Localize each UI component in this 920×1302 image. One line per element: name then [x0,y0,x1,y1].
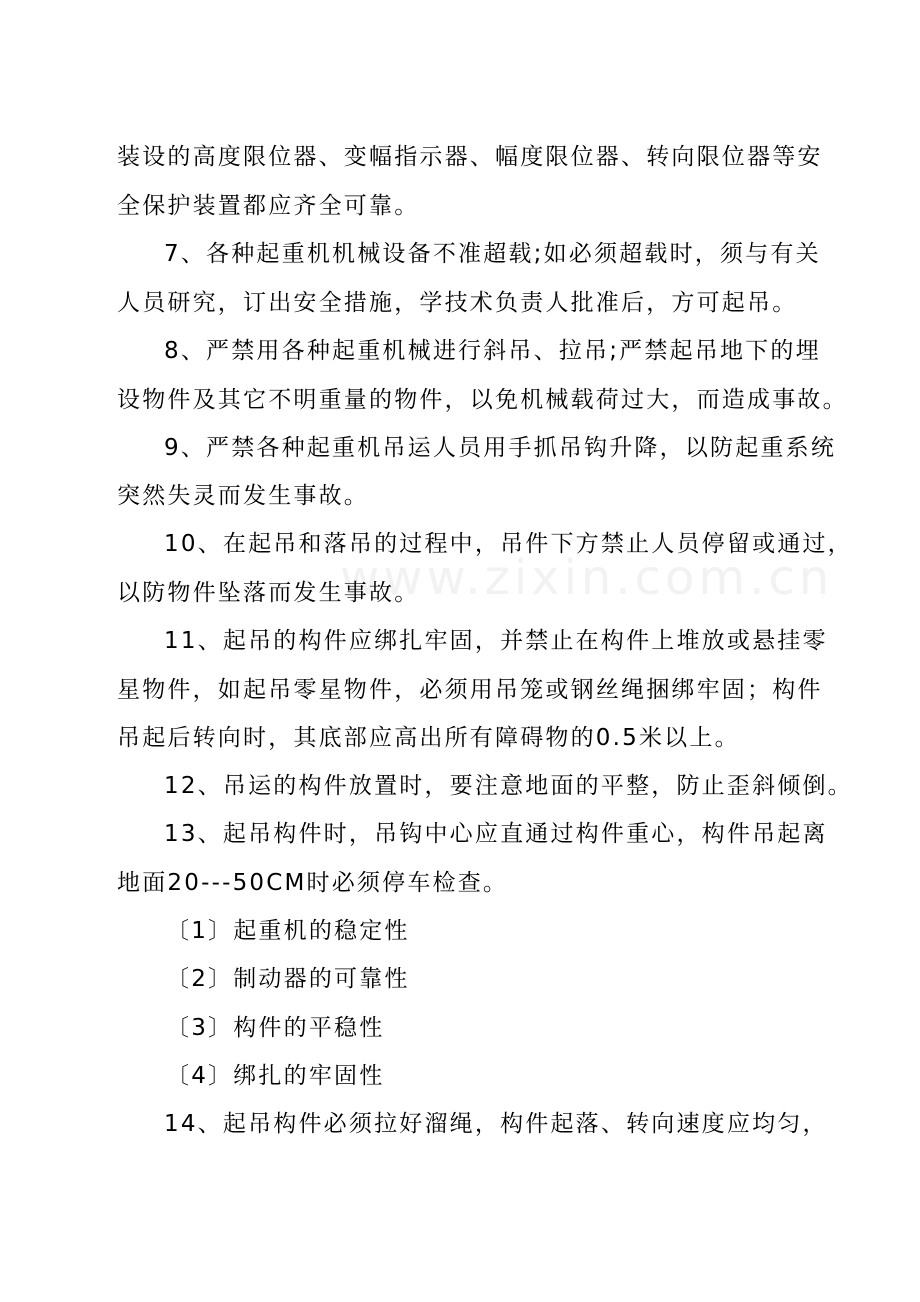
text-line: 以防物件坠落而发生事故。 [117,580,420,606]
paragraph-10-line: 10、在起吊和落吊的过程中，吊件下方禁止人员停留或通过， [164,531,853,557]
check-item-2: 〔2〕制动器的可靠性 [166,966,410,992]
text-line: 装设的高度限位器、变幅指示器、幅度限位器、转向限位器等安 [117,144,823,170]
paragraph-7-line: 7、各种起重机机械设备不准超载;如必须超载时，须与有关 [164,241,821,267]
text-line: 人员研究，订出安全措施，学技术负责人批准后，方可起吊。 [117,290,798,316]
paragraph-13-line: 13、起吊构件时，吊钩中心应直通过构件重心，构件吊起离 [164,821,828,847]
text-line: 突然失灵而发生事故。 [117,483,369,509]
check-item-1: 〔1〕起重机的稳定性 [166,918,410,944]
paragraph-12-line: 12、吊运的构件放置时，要注意地面的平整，防止歪斜倾倒。 [164,773,853,799]
text-line: 吊起后转向时，其底部应高出所有障碍物的0.5米以上。 [117,725,740,751]
paragraph-14-line: 14、起吊构件必须拉好溜绳，构件起落、转向速度应均匀， [164,1111,828,1137]
check-item-3: 〔3〕构件的平稳性 [166,1015,385,1041]
text-line: 地面20---50CM时必须停车检查。 [117,870,509,896]
watermark: www.zixin.com.cn [340,550,834,606]
paragraph-11-line: 11、起吊的构件应绑扎牢固，并禁止在构件上堆放或悬挂零 [164,628,828,654]
text-line: 设物件及其它不明重量的物件，以免机械载荷过大，而造成事故。 [117,387,848,413]
text-line: 星物件，如起吊零星物件，必须用吊笼或钢丝绳捆绑牢固；构件 [117,677,823,703]
paragraph-9-line: 9、严禁各种起重机吊运人员用手抓吊钩升降，以防起重系统 [164,435,837,461]
check-item-4: 〔4〕绑扎的牢固性 [166,1063,385,1089]
text-line: 全保护装置都应齐全可靠。 [117,193,420,219]
paragraph-8-line: 8、严禁用各种起重机械进行斜吊、拉吊;严禁起吊地下的埋 [164,338,821,364]
